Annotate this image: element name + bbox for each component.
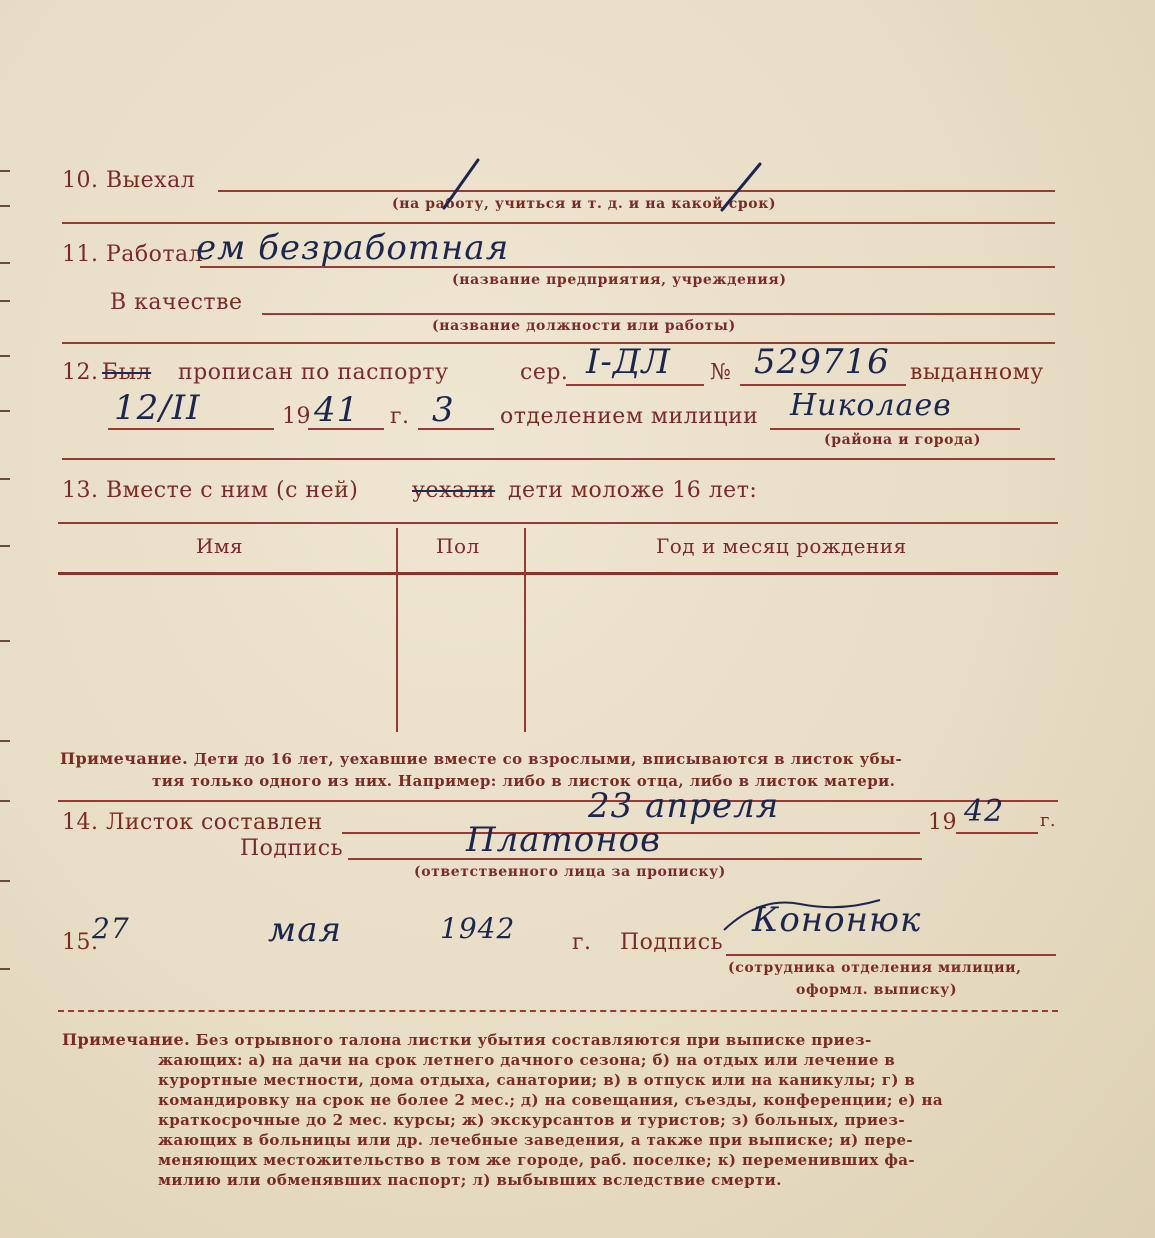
- note-2-line-8: милию или обменявших паспорт; л) выбывших вследствие смерти.: [158, 1171, 782, 1189]
- police-dept-handwritten: 3: [432, 390, 455, 430]
- field-11-label: 11. Работал: [62, 242, 204, 267]
- note-2-line-6: жающих в больницы или др. лечебные заведения, а также при выписке; и) пере-: [158, 1131, 914, 1149]
- field-12-issued-label: выданному: [910, 360, 1044, 385]
- field-15-caption-1: (сотрудника отделения милиции,: [728, 960, 1022, 976]
- field-15-caption-2: оформл. выписку): [796, 982, 958, 998]
- field-14-year-print: 19: [928, 810, 957, 835]
- note-2-line-4: командировку на срок не более 2 мес.; д) на совещания, съезды, конференции; е) на: [158, 1091, 943, 1109]
- field-14-label: 14. Листок составлен: [62, 810, 323, 835]
- note-2-line-7: меняющих местожительство в том же городе, раб. поселке; к) переменивших фа-: [158, 1151, 915, 1169]
- field-15-year-handwritten: 1942: [440, 912, 516, 945]
- field-13-struck-word: уехали: [412, 478, 496, 503]
- passport-number-handwritten: 529716: [754, 342, 890, 382]
- note-1-line-1: Дети до 16 лет, уехавшие вместе со взрослыми, вписываются в листок убы-: [193, 750, 903, 768]
- field-15-day-handwritten: 27: [92, 912, 130, 945]
- passport-series-handwritten: I-ДЛ: [586, 342, 671, 382]
- field-10-label: 10. Выехал: [62, 168, 196, 193]
- note-2-line-2: жающих: а) на дачи на срок летнего дачного сезона; б) на отдых или лечение в: [158, 1051, 896, 1069]
- field-12-series-label: сер.: [520, 360, 569, 385]
- field-12-dept-label: отделением милиции: [500, 404, 759, 429]
- field-15-g: г.: [572, 930, 592, 955]
- field-11-handwritten-value: ем безработная: [196, 228, 510, 268]
- field-11-caption: (название предприятия, учреждения): [452, 272, 787, 288]
- issue-year-g: г.: [390, 404, 410, 429]
- field-14-signature: Платонов: [466, 820, 661, 860]
- field-12-prefix: 12.: [62, 360, 99, 385]
- field-13-text-before: 13. Вместе с ним (с ней): [62, 478, 359, 503]
- children-table-header-sex: Пол: [436, 534, 480, 558]
- field-14-sign-label: Подпись: [240, 836, 344, 861]
- field-15-label: 15.: [62, 930, 99, 955]
- field-14-date-handwritten: 23 апреля: [588, 786, 780, 826]
- note-2-line-1: Без отрывного талона листки убытия составляются при выписке приез-: [195, 1031, 872, 1049]
- field-14-year-handwritten: 42: [964, 794, 1005, 829]
- note-2-lead: Примечание.: [62, 1030, 191, 1049]
- field-11-role-label: В качестве: [110, 290, 243, 315]
- field-15-month-handwritten: мая: [268, 910, 342, 950]
- issue-year-print: 19: [282, 404, 311, 429]
- issue-date-handwritten: 12/II: [114, 388, 201, 428]
- field-10-caption: (на работу, учиться и т. д. и на какой срок): [392, 196, 777, 212]
- field-12-struck-word: Был: [102, 360, 152, 385]
- children-table-header-name: Имя: [196, 534, 244, 558]
- field-14-sign-caption: (ответственного лица за прописку): [414, 864, 726, 880]
- field-12-text: прописан по паспорту: [178, 360, 449, 385]
- children-table-header-birth: Год и месяц рождения: [656, 534, 907, 558]
- city-caption: (района и города): [824, 432, 981, 448]
- field-11-role-caption: (название должности или работы): [432, 318, 736, 334]
- field-12-number-label: №: [710, 360, 732, 385]
- field-14-year-g: г.: [1040, 810, 1057, 831]
- field-15-sign-label: Подпись: [620, 930, 724, 955]
- note-2-line-3: курортные местности, дома отдыха, санатории; в) в отпуск или на каникулы; г) в: [158, 1071, 916, 1089]
- field-15-signature: Кононюк: [752, 900, 922, 940]
- note-2-line-5: краткосрочные до 2 мес. курсы; ж) экскурсантов и туристов; з) больных, приез-: [158, 1111, 905, 1129]
- note-1-lead: Примечание.: [60, 749, 189, 768]
- field-13-text-after: дети моложе 16 лет:: [508, 478, 758, 503]
- issue-year-handwritten: 41: [314, 390, 360, 430]
- note-1-line-2: тия только одного из них. Например: либо в листок отца, либо в листок матери.: [152, 772, 896, 790]
- city-handwritten: Николаев: [790, 388, 952, 423]
